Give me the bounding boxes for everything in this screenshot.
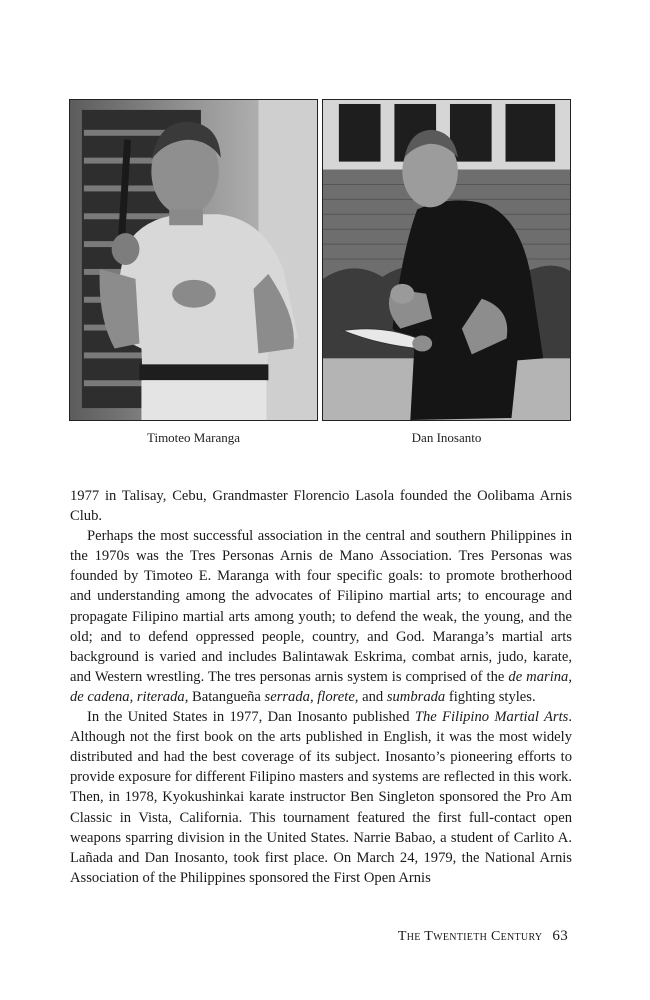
italic-text-run: serrada, florete, bbox=[264, 688, 359, 705]
figure-caption: Timoteo Maranga bbox=[146, 430, 241, 445]
text-run: fighting styles. bbox=[445, 688, 536, 705]
italic-text-run: de marina, de cadena, riterada, bbox=[70, 668, 572, 705]
running-footer bbox=[398, 928, 568, 945]
photo-dan-inosanto bbox=[322, 99, 571, 421]
text-run: and bbox=[358, 688, 387, 705]
text-run: 1977 in Talisay, Cebu, Grandmaster Florencio Lasola founded the Oolibama Arnis Club. bbox=[70, 488, 572, 525]
paragraph bbox=[70, 707, 572, 888]
text-run: Batangueña bbox=[188, 688, 265, 705]
running-head: The Twentieth Century bbox=[397, 929, 543, 944]
page-number: 63 bbox=[552, 928, 568, 944]
italic-text-run: sumbrada bbox=[386, 688, 446, 705]
paragraph bbox=[70, 486, 572, 526]
body-text bbox=[70, 486, 572, 888]
figure-caption: Dan Inosanto bbox=[411, 430, 482, 445]
text-run: In the United States in 1977, Dan Inosanto published bbox=[87, 709, 415, 726]
photo-timoteo-maranga bbox=[69, 99, 318, 421]
text-run: Perhaps the most successful association in the central and southern Philippines in the 1970s was the Tres Personas Arnis de Mano Association. Tres Personas was founded by Timoteo E. Maranga with four specific goals: to promote brotherhood and understanding among the advocates of Filipino martial arts; to encourage and propagate Filipino martial arts among youth; to defend the weak, the young, and the old; and to defend oppressed people, country, and God. Maranga’s martial arts background is varied and includes Balintawak Eskrima, combat arnis, judo, karate, and Western wrestling. The tres personas arnis system is comprised of the bbox=[70, 528, 572, 685]
text-run: . Although not the first book on the arts published in English, it was the most widely distributed and had the best coverage of its subject. Inosanto’s pioneering efforts to provide exposure for different Filipino masters and systems are reflected in this work. Then, in 1978, Kyokushinkai karate instructor Ben Singleton sponsored the Pro Am Classic in Vista, California. This tournament featured the first full-contact open weapons sparring division in the United States. Narrie Babao, a student of Carlito A. Lañada and Dan Inosanto, took first place. On March 24, 1979, the National Arnis Association of the Philippines sponsored the First Open Arnis bbox=[70, 709, 572, 886]
paragraph bbox=[70, 526, 572, 707]
italic-text-run: The Filipino Martial Arts bbox=[414, 709, 569, 726]
